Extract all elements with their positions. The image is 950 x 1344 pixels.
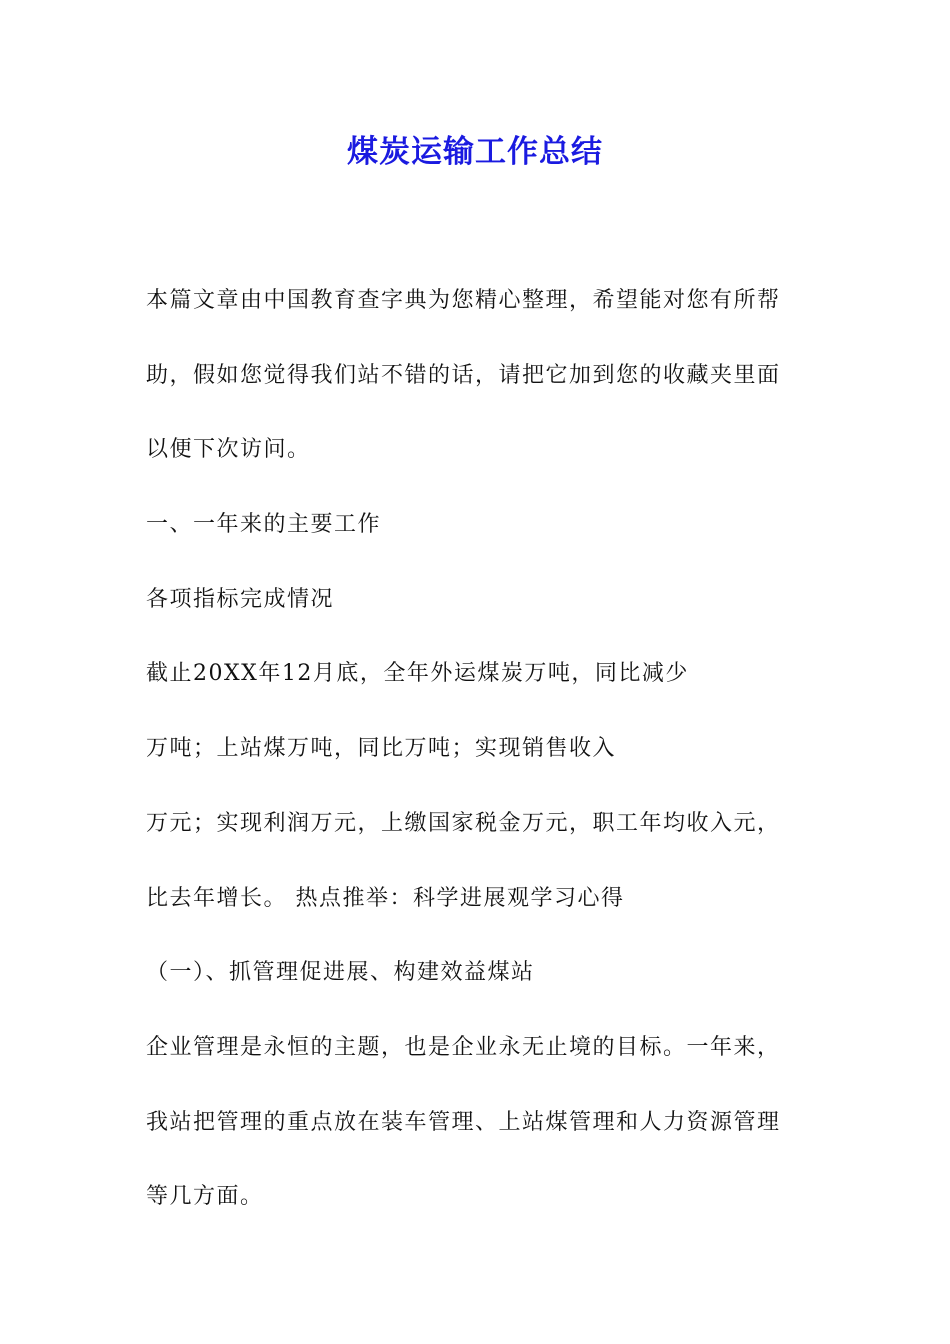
subsection-heading: 各项指标完成情况 xyxy=(146,586,335,612)
body-line: 企业管理是永恒的主题，也是企业永无止境的目标。一年来， xyxy=(146,1034,781,1060)
body-line: 助，假如您觉得我们站不错的话，请把它加到您的收藏夹里面 xyxy=(146,362,781,388)
body-line: 万吨；上站煤万吨，同比万吨；实现销售收入 xyxy=(146,736,617,762)
body-line: 万元；实现利润万元，上缴国家税金万元，职工年均收入元， xyxy=(146,810,781,836)
body-line: 我站把管理的重点放在装车管理、上站煤管理和人力资源管理 xyxy=(146,1109,781,1135)
document-title: 煤炭运输工作总结 xyxy=(347,134,603,170)
document-body xyxy=(146,264,810,1235)
subsection-heading: （一）、抓管理促进展、构建效益煤站 xyxy=(146,960,535,986)
section-heading: 一、一年来的主要工作 xyxy=(146,512,382,538)
body-line: 以便下次访问。 xyxy=(146,437,311,463)
body-line: 本篇文章由中国教育查字典为您精心整理，希望能对您有所帮 xyxy=(146,288,781,313)
body-line: 截止20XX年12月底，全年外运煤炭万吨，同比减少 xyxy=(146,661,689,687)
body-line: 比去年增长。 热点推举：科学进展观学习心得 xyxy=(146,885,625,911)
body-line: 等几方面。 xyxy=(146,1184,264,1210)
